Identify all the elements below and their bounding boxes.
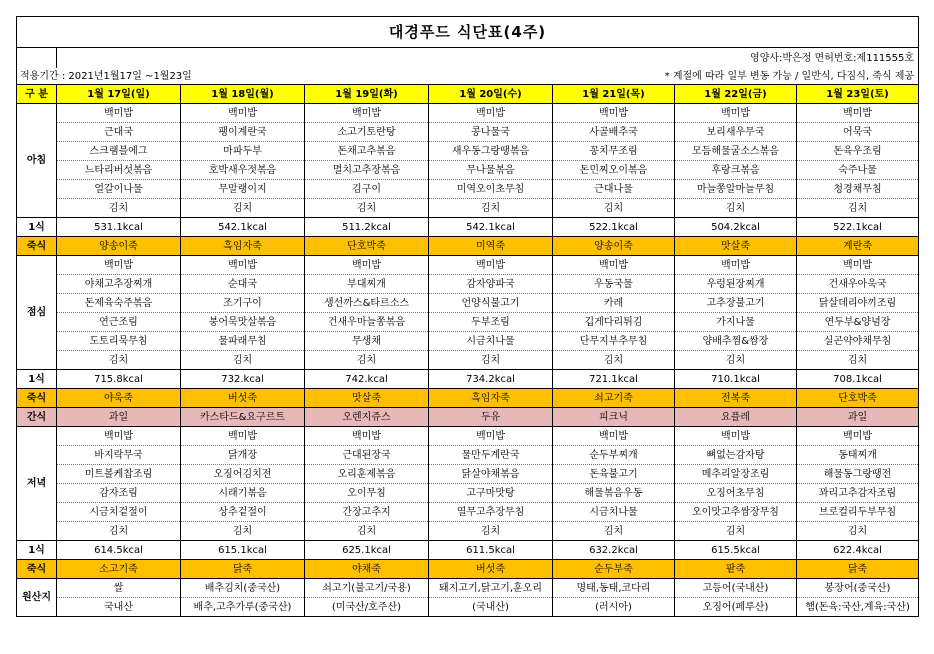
band-label: 간식 [17,408,57,427]
menu-item: 해물동그랑땡전 [797,465,919,484]
band-item: 쇠고기죽 [553,389,675,408]
menu-row [17,332,919,351]
day-header: 1월 22일(금) [675,85,797,104]
menu-item: 연근조림 [57,313,181,332]
kcal-label: 1식 [17,541,57,560]
menu-item: 김치 [675,522,797,541]
band-label: 죽식 [17,560,57,579]
menu-item: 붕어묵맛살볶음 [181,313,305,332]
meal-label: 저녁 [17,427,57,541]
kcal-value: 732.kcal [181,370,305,389]
menu-item: 김치 [675,351,797,370]
menu-item: 숙주나물 [797,161,919,180]
kcal-value: 632.2kcal [553,541,675,560]
origin-item: 봉장어(중국산) [797,579,919,598]
kcal-value: 611.5kcal [429,541,553,560]
menu-item: 백미밥 [553,427,675,446]
menu-item: 스크램블에그 [57,142,181,161]
menu-item: 김구이 [305,180,429,199]
menu-item: 오징어김치전 [181,465,305,484]
menu-item: 호박새우젓볶음 [181,161,305,180]
menu-item: 가지나물 [675,313,797,332]
menu-row [17,313,919,332]
band-item: 미역죽 [429,237,553,256]
kcal-value: 742.kcal [305,370,429,389]
menu-item: 모듬해물굴소스볶음 [675,142,797,161]
meal-label: 아침 [17,104,57,218]
band-label: 죽식 [17,389,57,408]
note-text: * 계절에 따라 일부 변동 가능 / 일반식, 다짐식, 죽식 제공 [305,68,919,85]
menu-item: 백미밥 [675,104,797,123]
origin-label: 원산지 [17,579,57,617]
menu-item: 돈육우조림 [797,142,919,161]
menu-item: 김치 [553,199,675,218]
day-header: 1월 23일(토) [797,85,919,104]
origin-item: (미국산/호주산) [305,598,429,617]
kcal-value: 715.8kcal [57,370,181,389]
menu-row [17,503,919,522]
menu-item: 사골배추국 [553,123,675,142]
kcal-value: 542.1kcal [181,218,305,237]
page-title: 대경푸드 식단표(4주) [17,17,919,48]
menu-item: 백미밥 [181,427,305,446]
menu-item: 두부조림 [429,313,553,332]
menu-item: 오리훈제볶음 [305,465,429,484]
band-item: 전복죽 [675,389,797,408]
origin-item: 고등어(국내산) [675,579,797,598]
menu-row [17,275,919,294]
lunch-porridge-row [17,389,919,408]
menu-row [17,465,919,484]
menu-item: 부대찌개 [305,275,429,294]
menu-item: 백미밥 [181,104,305,123]
menu-item: 근대국 [57,123,181,142]
menu-item: 백미밥 [675,256,797,275]
menu-item: 오징어초무침 [675,484,797,503]
menu-item: 돈육불고기 [553,465,675,484]
band-item: 닭죽 [797,560,919,579]
snack-row [17,408,919,427]
band-item: 카스타드&요구르트 [181,408,305,427]
menu-item: 우렁된장찌개 [675,275,797,294]
menu-row [17,256,919,275]
band-item: 단호박죽 [305,237,429,256]
menu-item: 근대된장국 [305,446,429,465]
menu-item: 꽁치무조림 [553,142,675,161]
menu-item: 후랑크볶음 [675,161,797,180]
band-item: 피크닉 [553,408,675,427]
menu-item: 어묵국 [797,123,919,142]
menu-row [17,123,919,142]
origin-item: 쌀 [57,579,181,598]
menu-item: 고구마맛탕 [429,484,553,503]
meal-label: 점심 [17,256,57,370]
origin-item: 돼지고기,닭고기,훈오리 [429,579,553,598]
kcal-value: 504.2kcal [675,218,797,237]
band-item: 맛살죽 [675,237,797,256]
menu-item: 김치 [57,351,181,370]
menu-row [17,484,919,503]
menu-item: 브로컬리두부무침 [797,503,919,522]
menu-item: 우동국물 [553,275,675,294]
band-item: 계란죽 [797,237,919,256]
kcal-value: 542.1kcal [429,218,553,237]
menu-item: 연두부&양념장 [797,313,919,332]
band-item: 오렌지쥬스 [305,408,429,427]
menu-item: 카레 [553,294,675,313]
kcal-value: 734.2kcal [429,370,553,389]
kcal-value: 615.5kcal [675,541,797,560]
menu-item: 양배추찜&쌈장 [675,332,797,351]
menu-row [17,446,919,465]
band-item: 팥죽 [675,560,797,579]
menu-item: 김치 [181,522,305,541]
menu-item: 간장고추지 [305,503,429,522]
menu-item: 물파래무침 [181,332,305,351]
menu-item: 오이무침 [305,484,429,503]
menu-item: 김치 [797,199,919,218]
menu-item: 팽이계란국 [181,123,305,142]
band-item: 버섯죽 [181,389,305,408]
menu-item: 야채고추장찌개 [57,275,181,294]
band-item: 순두부죽 [553,560,675,579]
menu-item: 김치 [429,199,553,218]
menu-item: 뼈없는감자탕 [675,446,797,465]
origin-item: 국내산 [57,598,181,617]
menu-item: 김치 [553,351,675,370]
menu-item: 느타리버섯볶음 [57,161,181,180]
band-item: 과일 [57,408,181,427]
day-header: 1월 20일(수) [429,85,553,104]
kcal-value: 710.1kcal [675,370,797,389]
menu-item: 시래기볶음 [181,484,305,503]
origin-item: 오징어(페루산) [675,598,797,617]
menu-item: 백미밥 [429,256,553,275]
menu-item: 마파두부 [181,142,305,161]
menu-item: 시금치겉절이 [57,503,181,522]
kcal-value: 721.1kcal [553,370,675,389]
menu-row [17,427,919,446]
menu-item: 깁게다리튀김 [553,313,675,332]
band-label: 죽식 [17,237,57,256]
origin-item: (러시아) [553,598,675,617]
menu-item: 돈민찌오이볶음 [553,161,675,180]
kcal-label: 1식 [17,218,57,237]
menu-item: 닭살데리야끼조림 [797,294,919,313]
dinner-porridge-row [17,560,919,579]
menu-item: 김치 [675,199,797,218]
band-item: 소고기죽 [57,560,181,579]
origin-item: 명태,동태,코다리 [553,579,675,598]
kcal-value: 622.4kcal [797,541,919,560]
menu-item: 콩나물국 [429,123,553,142]
menu-item: 보리새우무국 [675,123,797,142]
menu-item: 순두부찌개 [553,446,675,465]
menu-row [17,522,919,541]
menu-item: 시금치나물 [553,503,675,522]
menu-item: 백미밥 [553,256,675,275]
header-row [17,85,919,104]
header-label: 구 분 [17,85,57,104]
band-item: 맛살죽 [305,389,429,408]
band-item: 흑임자죽 [429,389,553,408]
menu-item: 근대나물 [553,180,675,199]
dietitian-info: 영양사:박은정 면허번호:제111555호 [57,48,919,69]
band-item: 닭죽 [181,560,305,579]
menu-item: 돈채고추볶음 [305,142,429,161]
origin-item: 배추김치(중국산) [181,579,305,598]
menu-item: 미트볼케찹조림 [57,465,181,484]
menu-item: 도토리묵무침 [57,332,181,351]
band-item: 요플레 [675,408,797,427]
kcal-label: 1식 [17,370,57,389]
origin-row [17,598,919,617]
menu-item: 김치 [57,522,181,541]
menu-item: 백미밥 [305,104,429,123]
menu-item: 백미밥 [553,104,675,123]
menu-item: 멸치고추장볶음 [305,161,429,180]
band-item: 버섯죽 [429,560,553,579]
menu-item: 백미밥 [797,256,919,275]
menu-row [17,294,919,313]
menu-item: 백미밥 [57,104,181,123]
menu-item: 무말랭이지 [181,180,305,199]
menu-item: 실곤약야채무침 [797,332,919,351]
kcal-value: 522.1kcal [553,218,675,237]
menu-item: 건새우마늘쫑볶음 [305,313,429,332]
origin-item: 햄(돈육:국산,계육:국산) [797,598,919,617]
day-header: 1월 21일(목) [553,85,675,104]
menu-item: 해물볶음우동 [553,484,675,503]
menu-item: 돈제육숙주볶음 [57,294,181,313]
breakfast-porridge-row [17,237,919,256]
menu-item: 시금치나물 [429,332,553,351]
menu-row [17,142,919,161]
menu-item: 김치 [305,199,429,218]
menu-item: 김치 [553,522,675,541]
menu-item: 백미밥 [305,427,429,446]
menu-item: 무나물볶음 [429,161,553,180]
menu-item: 감자조림 [57,484,181,503]
kcal-value: 708.1kcal [797,370,919,389]
menu-item: 메추리알장조림 [675,465,797,484]
menu-item: 바지락무국 [57,446,181,465]
menu-item: 김치 [305,351,429,370]
menu-item: 백미밥 [429,427,553,446]
menu-row [17,351,919,370]
menu-item: 미역오이초무침 [429,180,553,199]
menu-item: 물만두계란국 [429,446,553,465]
menu-item: 백미밥 [797,427,919,446]
kcal-value: 614.5kcal [57,541,181,560]
menu-item: 백미밥 [305,256,429,275]
kcal-value: 531.1kcal [57,218,181,237]
menu-item: 조기구이 [181,294,305,313]
menu-item: 언양식불고기 [429,294,553,313]
day-header: 1월 17일(일) [57,85,181,104]
menu-item: 고추장불고기 [675,294,797,313]
origin-item: 쇠고기(불고기/국용) [305,579,429,598]
menu-row [17,104,919,123]
band-item: 두유 [429,408,553,427]
menu-item: 생선까스&타르소스 [305,294,429,313]
menu-item: 백미밥 [57,427,181,446]
menu-item: 백미밥 [181,256,305,275]
menu-item: 무생채 [305,332,429,351]
kcal-value: 625.1kcal [305,541,429,560]
menu-item: 백미밥 [797,104,919,123]
menu-row [17,199,919,218]
kcal-value: 522.1kcal [797,218,919,237]
menu-row [17,161,919,180]
menu-item: 백미밥 [675,427,797,446]
menu-item: 얼갈이나물 [57,180,181,199]
origin-item: 배추,고추가루(중국산) [181,598,305,617]
menu-item: 김치 [181,199,305,218]
band-item: 야욱죽 [57,389,181,408]
menu-row [17,180,919,199]
kcal-row [17,541,919,560]
menu-item: 닭살야채볶음 [429,465,553,484]
menu-item: 백미밥 [429,104,553,123]
menu-item: 김치 [429,522,553,541]
origin-item: (국내산) [429,598,553,617]
origin-row [17,579,919,598]
menu-item: 김치 [57,199,181,218]
menu-item: 동태찌개 [797,446,919,465]
kcal-row [17,370,919,389]
band-item: 과일 [797,408,919,427]
menu-item: 소고기토란탕 [305,123,429,142]
menu-item: 닭개장 [181,446,305,465]
band-item: 단호박죽 [797,389,919,408]
menu-item: 마늘쫑알마늘무침 [675,180,797,199]
kcal-row [17,218,919,237]
menu-item: 청경채무침 [797,180,919,199]
band-item: 양송이죽 [57,237,181,256]
kcal-value: 615.1kcal [181,541,305,560]
menu-item: 김치 [305,522,429,541]
kcal-value: 511.2kcal [305,218,429,237]
menu-item: 김치 [429,351,553,370]
menu-sheet [16,16,918,617]
period-text: 적용기간 : 2021년1월17일 ~1월23일 [17,68,305,85]
day-header: 1월 18일(월) [181,85,305,104]
menu-item: 건새우아욱국 [797,275,919,294]
menu-item: 열무고추장무침 [429,503,553,522]
menu-item: 김치 [797,522,919,541]
day-header: 1월 19일(화) [305,85,429,104]
menu-item: 새우동그랑땡볶음 [429,142,553,161]
menu-item: 감자양파국 [429,275,553,294]
menu-item: 단무지부추무침 [553,332,675,351]
menu-item: 상추겉절이 [181,503,305,522]
menu-table [16,16,919,617]
menu-item: 순대국 [181,275,305,294]
band-item: 흑임자죽 [181,237,305,256]
menu-item: 김치 [797,351,919,370]
menu-item: 김치 [181,351,305,370]
menu-item: 백미밥 [57,256,181,275]
menu-item: 오이맛고추쌈장무침 [675,503,797,522]
band-item: 야채죽 [305,560,429,579]
band-item: 양송이죽 [553,237,675,256]
menu-item: 꽈리고추감자조림 [797,484,919,503]
